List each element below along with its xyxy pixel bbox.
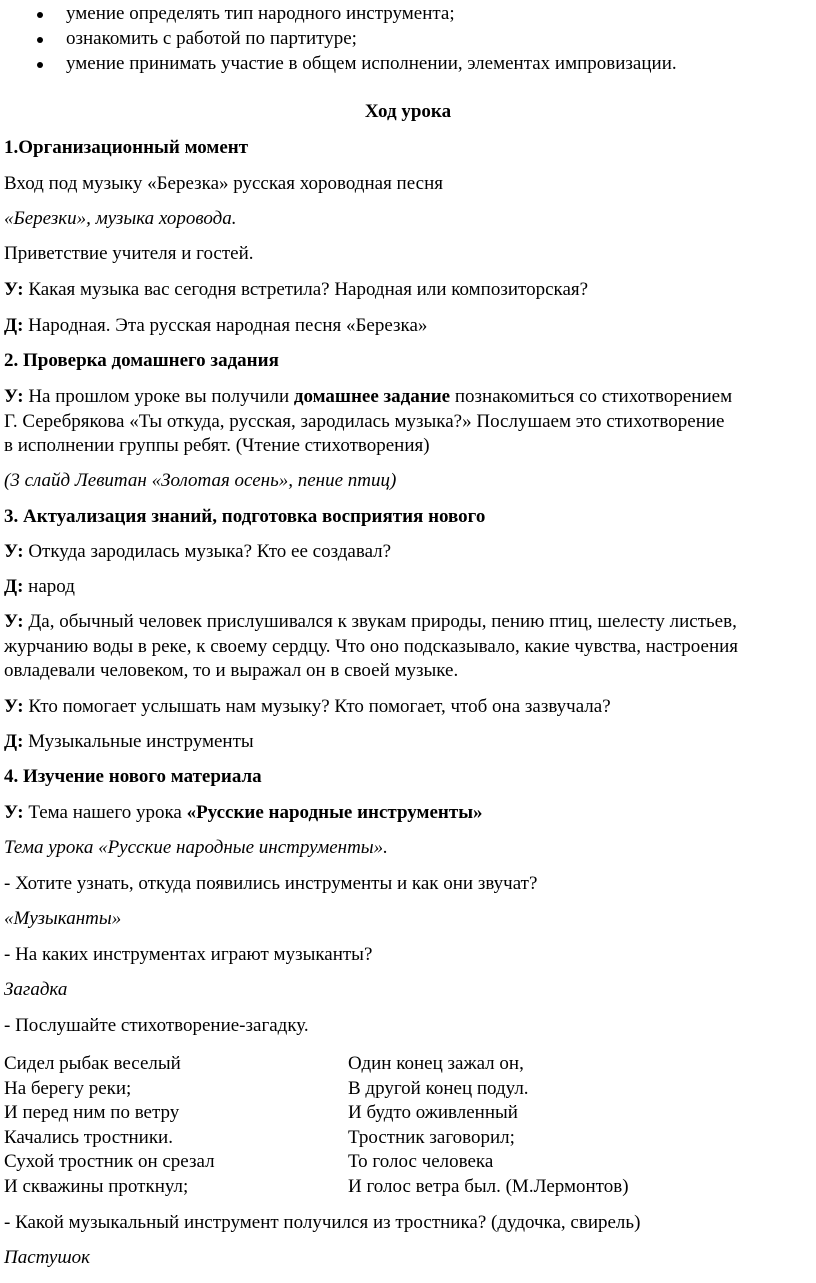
answer-text: Народная. Эта русская народная песня «Березка»: [23, 315, 428, 336]
musicians-italic-line: «Музыканты»: [4, 908, 122, 929]
poem-line: И голос ветра был. (М.Лермонтов): [348, 1175, 629, 1197]
speaker-label: У:: [4, 802, 24, 823]
teacher-homework-line: [4, 385, 810, 409]
entry-line: Вход под музыку «Березка» русская хороводная песня: [4, 173, 443, 194]
topic-bold: «Русские народные инструменты»: [186, 802, 483, 823]
topic-text: Тема нашего урока: [23, 802, 187, 823]
poem-line: Качались тростники.: [4, 1126, 173, 1148]
homework-text-end: познакомиться со стихотворением: [450, 386, 733, 407]
bullet-icon: [37, 12, 43, 18]
poem-line: Один конец зажал он,: [348, 1053, 524, 1074]
poem-line: Тростник заговорил;: [348, 1126, 515, 1148]
slide-note: (3 слайд Левитан «Золотая осень», пение птиц): [4, 470, 397, 491]
topic-italic-line: Тема урока «Русские народные инструменты».: [4, 837, 388, 858]
homework-line-2: Г. Серебрякова «Ты откуда, русская, зародилась музыка?» Послушаем это стихотворение: [4, 411, 725, 432]
teacher-explanation: [4, 610, 810, 634]
poem-left-column: [4, 1052, 215, 1200]
homework-text: На прошлом уроке вы получили: [23, 386, 294, 407]
homework-line-3: в исполнении группы ребят. (Чтение стихотворения): [4, 435, 430, 456]
question-line: - Хотите узнать, откуда появились инструменты и как они звучат?: [4, 873, 538, 894]
bullet-icon: [37, 37, 43, 43]
explanation-line-2: журчанию воды в реке, к своему сердцу. Что оно подсказывало, какие чувства, настроения: [4, 636, 739, 657]
speaker-label: У:: [4, 611, 24, 632]
speaker-label: У:: [4, 696, 24, 717]
speaker-label: У:: [4, 279, 24, 300]
poem-line: И скважины проткнул;: [4, 1175, 189, 1197]
question-text: Откуда зародилась музыка? Кто ее создавал?: [23, 541, 392, 562]
teacher-topic-line: [4, 801, 810, 825]
poem-line: В другой конец подул.: [348, 1077, 529, 1099]
riddle-italic-line: Загадка: [4, 979, 68, 1000]
entry-italic-line: «Березки», музыка хоровода.: [4, 208, 237, 229]
question-text: Кто помогает услышать нам музыку? Кто помогает, чтоб она зазвучала?: [23, 696, 611, 717]
listen-line: - Послушайте стихотворение-загадку.: [4, 1015, 309, 1036]
poem-line: Сухой тростник он срезал: [4, 1151, 215, 1173]
explanation-line-3: овладевали человеком, то и выражал он в своей музыке.: [4, 660, 459, 681]
list-item-text: ознакомить с работой по партитуре;: [66, 28, 357, 49]
poem-line: И перед ним по ветру: [4, 1102, 180, 1124]
section-4-title: 4. Изучение нового материала: [4, 766, 262, 787]
poem-line: То голос человека: [348, 1151, 494, 1173]
children-answer: [4, 575, 810, 599]
speaker-label: Д:: [4, 315, 24, 336]
shepherd-italic-line: Пастушок: [4, 1247, 91, 1268]
poem-line: И будто оживленный: [348, 1102, 518, 1124]
explanation-text: Да, обычный человек прислушивался к звукам природы, пению птиц, шелесту листьев,: [23, 611, 737, 632]
teacher-question: [4, 540, 810, 564]
teacher-question: [4, 695, 810, 719]
teacher-question: [4, 278, 810, 302]
section-3-title: 3. Актуализация знаний, подготовка восприятия нового: [4, 506, 486, 527]
children-answer: [4, 730, 810, 754]
section-2-title: 2. Проверка домашнего задания: [4, 350, 279, 371]
answer-text: народ: [23, 576, 75, 597]
question-text: Какая музыка вас сегодня встретила? Народная или композиторская?: [23, 279, 589, 300]
list-item-text: умение определять тип народного инструмента;: [66, 3, 455, 24]
poem-line: Сидел рыбак веселый: [4, 1053, 181, 1074]
list-item-text: умение принимать участие в общем исполнении, элементах импровизации.: [66, 53, 677, 74]
section-1-title: 1.Организационный момент: [4, 137, 249, 158]
lesson-heading: Ход урока: [364, 101, 452, 122]
question-line: - Какой музыкальный инструмент получился из тростника? (дудочка, свирель): [4, 1212, 641, 1233]
speaker-label: Д:: [4, 731, 24, 752]
greeting-line: Приветствие учителя и гостей.: [4, 243, 254, 264]
homework-bold: домашнее задание: [293, 386, 451, 407]
bullet-icon: [37, 62, 43, 68]
poem-right-column: [348, 1052, 629, 1200]
speaker-label: Д:: [4, 576, 24, 597]
children-answer: [4, 314, 810, 338]
speaker-label: У:: [4, 541, 24, 562]
question-line: - На каких инструментах играют музыканты?: [4, 944, 373, 965]
speaker-label: У:: [4, 386, 24, 407]
answer-text: Музыкальные инструменты: [23, 731, 254, 752]
poem-line: На берегу реки;: [4, 1077, 132, 1099]
